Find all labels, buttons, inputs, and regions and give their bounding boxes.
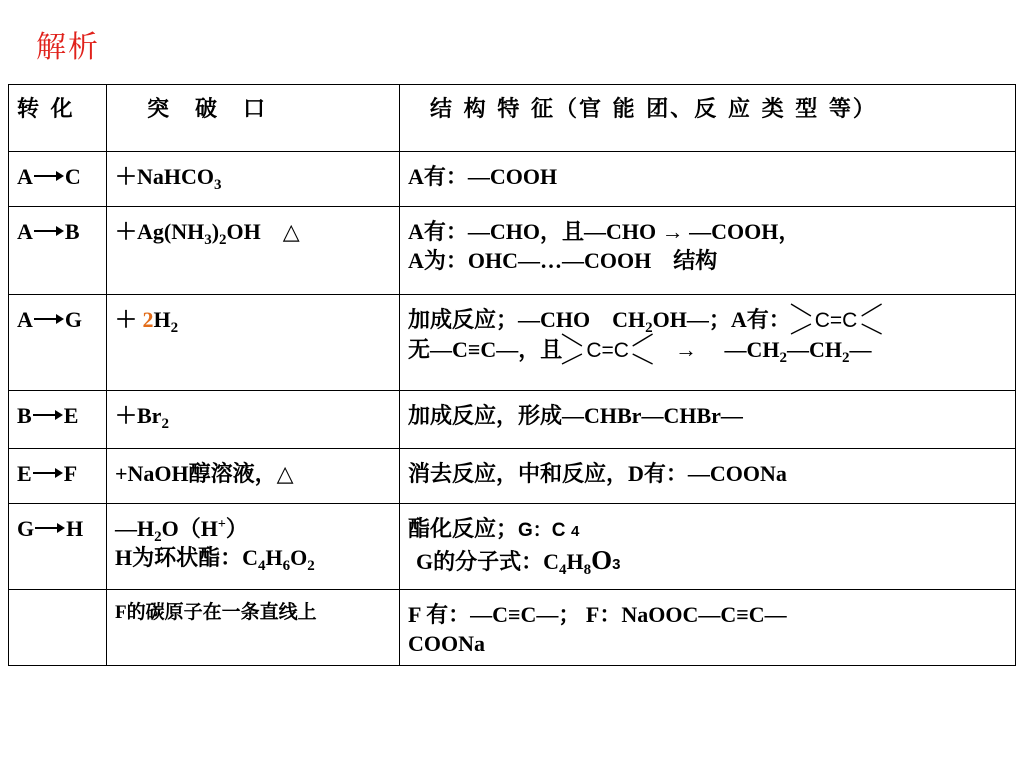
transform-cell: A B bbox=[9, 207, 107, 295]
feature-cell: 酯化反应；G：C 4 G的分子式：$C_4H_8O3$ bbox=[400, 504, 1016, 590]
page-title: 解析 bbox=[36, 30, 100, 65]
reagent-cell: ＋NaHCO$_3$ bbox=[107, 152, 400, 207]
feature-cell: 加成反应，形成—CHBr—CHBr— bbox=[400, 391, 1016, 449]
table-header-row bbox=[9, 85, 1016, 152]
alkene-group: C=C bbox=[562, 336, 653, 365]
reagent-cell: $—H_2O(H^+)$ H为环状酯：$C_4H_6O_2$ bbox=[107, 504, 400, 590]
arrow-icon bbox=[33, 468, 63, 478]
table-row bbox=[9, 504, 1016, 590]
arrow-icon bbox=[34, 314, 64, 324]
header-breakthrough: 突 破 口 bbox=[107, 85, 400, 152]
reagent-cell: F的碳原子在一条直线上 bbox=[107, 590, 400, 666]
reagent-cell: +NaOH醇溶液，△ bbox=[107, 449, 400, 504]
transform-cell: A C bbox=[9, 152, 107, 207]
transform-cell: G H bbox=[9, 504, 107, 590]
reagent-cell: $+Ag(NH_3)_2OH$ △ bbox=[107, 207, 400, 295]
transform-cell: B E bbox=[9, 391, 107, 449]
feature-cell: A有：—COOH bbox=[400, 152, 1016, 207]
table-row bbox=[9, 152, 1016, 207]
arrow-icon bbox=[34, 226, 64, 236]
transform-cell: A G bbox=[9, 295, 107, 391]
table-row bbox=[9, 207, 1016, 295]
arrow-icon bbox=[33, 410, 63, 420]
transform-cell bbox=[9, 590, 107, 666]
table-row bbox=[9, 449, 1016, 504]
arrow-icon bbox=[34, 171, 64, 181]
feature-cell: A有：—CHO，且—CHO → —COOH， A为：OHC—…—COOH 结构 bbox=[400, 207, 1016, 295]
feature-cell: 消去反应，中和反应，D有：—COONa bbox=[400, 449, 1016, 504]
feature-cell: F 有：—C≡C—； F：NaOOC—C≡C— COONa bbox=[400, 590, 1016, 666]
table-row bbox=[9, 295, 1016, 391]
analysis-table bbox=[8, 84, 1016, 666]
feature-cell: 加成反应；—CHO $CH_2OH—$；A有： C=C 无—C≡C—，且 C=C → $—CH_2—CH_2—$ bbox=[400, 295, 1016, 391]
reagent-cell: $+Br_2$ bbox=[107, 391, 400, 449]
alkene-group: C=C bbox=[791, 306, 882, 335]
table-row bbox=[9, 391, 1016, 449]
reagent-cell: ＋ $2H_2$ bbox=[107, 295, 400, 391]
table-row bbox=[9, 590, 1016, 666]
arrow-icon bbox=[35, 523, 65, 533]
header-structure: 结 构 特 征（官 能 团、反 应 类 型 等） bbox=[400, 85, 1016, 152]
transform-cell: E F bbox=[9, 449, 107, 504]
header-transform: 转 化 bbox=[9, 85, 107, 152]
